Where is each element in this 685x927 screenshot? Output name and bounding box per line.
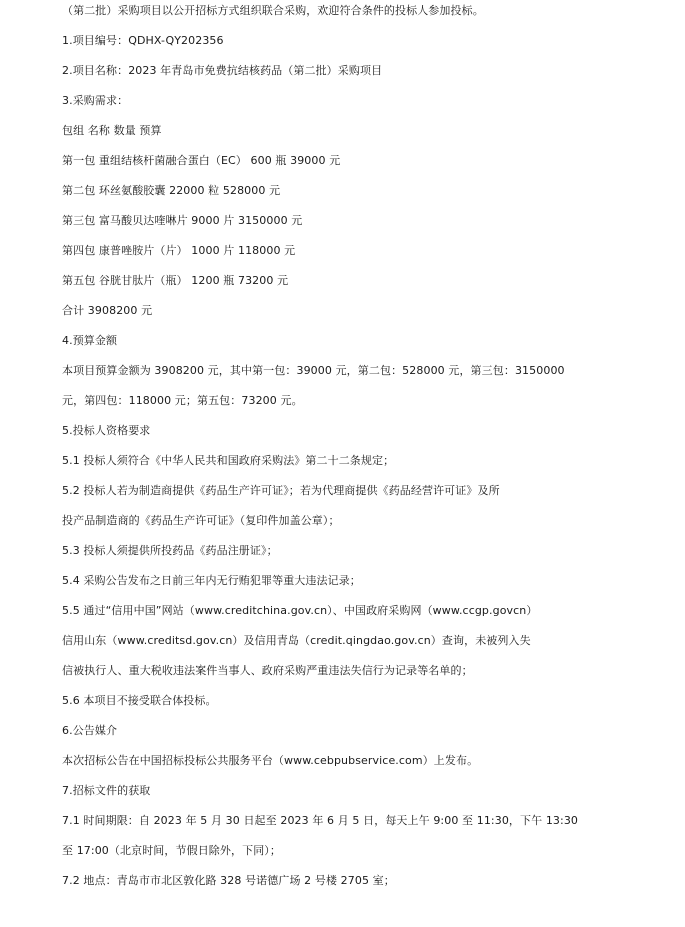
requirement-5-3: 5.3 投标人须提供所投药品《药品注册证》； bbox=[62, 544, 278, 557]
requirement-5-5-line-2: 信用山东（www.creditsd.gov.cn）及信用青岛（credit.qingdao.gov.cn）查询，未被列入失 bbox=[62, 634, 531, 647]
announcement-media-heading: 6.公告媒介 bbox=[62, 724, 118, 737]
package-row-4: 第四包 康普唑胺片（片） 1000 片 118000 元 bbox=[62, 244, 296, 257]
package-row-3: 第三包 富马酸贝达喹啉片 9000 片 3150000 元 bbox=[62, 214, 303, 227]
package-row-1: 第一包 重组结核杆菌融合蛋白（EC） 600 瓶 39000 元 bbox=[62, 154, 341, 167]
requirement-7-1-line-1: 7.1 时间期限：自 2023 年 5 月 30 日起至 2023 年 6 月 5 日，每天上午 9:00 至 11:30，下午 13:30 bbox=[62, 814, 579, 827]
budget-heading: 4.预算金额 bbox=[62, 334, 118, 347]
requirement-7-1-line-2: 至 17:00（北京时间，节假日除外，下同）； bbox=[62, 844, 281, 857]
intro-line: （第二批）采购项目以公开招标方式组织联合采购，欢迎符合条件的投标人参加投标。 bbox=[62, 4, 484, 17]
requirement-5-2-line-1: 5.2 投标人若为制造商提供《药品生产许可证》；若为代理商提供《药品经营许可证》及所 bbox=[62, 484, 500, 497]
requirement-5-6: 5.6 本项目不接受联合体投标。 bbox=[62, 694, 217, 707]
bidder-qualification-heading: 5.投标人资格要求 bbox=[62, 424, 151, 437]
announcement-media-line: 本次招标公告在中国招标投标公共服务平台（www.cebpubservice.com）上发布。 bbox=[62, 754, 479, 767]
requirement-5-4: 5.4 采购公告发布之日前三年内无行贿犯罪等重大违法记录； bbox=[62, 574, 361, 587]
package-table-header: 包组 名称 数量 预算 bbox=[62, 124, 162, 137]
project-number: 1.项目编号：QDHX-QY202356 bbox=[62, 34, 224, 47]
requirement-7-2: 7.2 地点：青岛市市北区敦化路 328 号诺德广场 2 号楼 2705 室； bbox=[62, 874, 395, 887]
package-row-5: 第五包 谷胱甘肽片（瓶） 1200 瓶 73200 元 bbox=[62, 274, 289, 287]
package-row-2: 第二包 环丝氨酸胶囊 22000 粒 528000 元 bbox=[62, 184, 281, 197]
procurement-requirements-heading: 3.采购需求： bbox=[62, 94, 129, 107]
requirement-5-5-line-3: 信被执行人、重大税收违法案件当事人、政府采购严重违法失信行为记录等名单的； bbox=[62, 664, 473, 677]
project-name: 2.项目名称：2023 年青岛市免费抗结核药品（第二批）采购项目 bbox=[62, 64, 383, 77]
requirement-5-1: 5.1 投标人须符合《中华人民共和国政府采购法》第二十二条规定； bbox=[62, 454, 395, 467]
package-total: 合计 3908200 元 bbox=[62, 304, 153, 317]
tender-documents-heading: 7.招标文件的获取 bbox=[62, 784, 151, 797]
budget-line-1: 本项目预算金额为 3908200 元，其中第一包：39000 元，第二包：528000 元，第三包：3150000 bbox=[62, 364, 565, 377]
budget-line-2: 元，第四包：118000 元；第五包：73200 元。 bbox=[62, 394, 303, 407]
requirement-5-2-line-2: 投产品制造商的《药品生产许可证》（复印件加盖公章）； bbox=[62, 514, 340, 527]
requirement-5-5-line-1: 5.5 通过“信用中国”网站（www.creditchina.gov.cn）、中国政府采购网（www.ccgp.govcn） bbox=[62, 604, 538, 617]
